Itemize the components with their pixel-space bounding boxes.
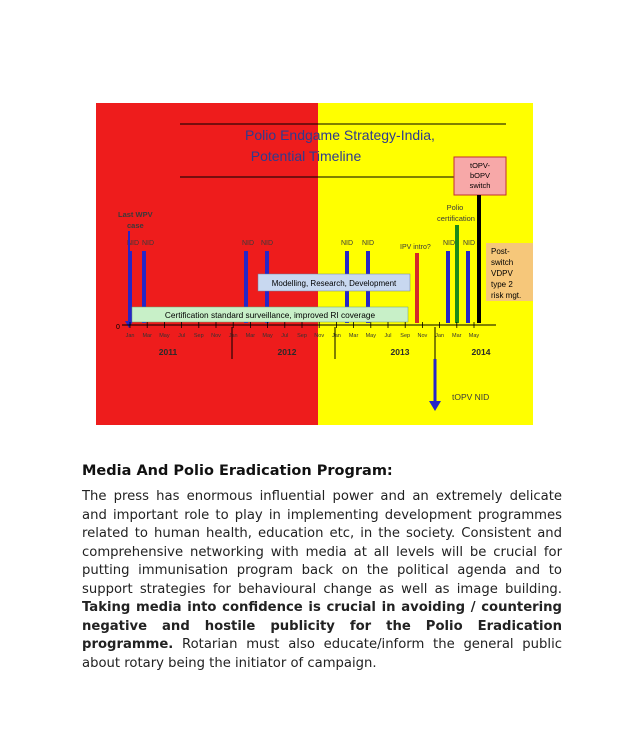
- month-label: Jan: [125, 333, 135, 339]
- switch-label-1: tOPV-: [469, 161, 491, 170]
- polio-cert-label-2: certification: [437, 214, 475, 223]
- nid-label: NID: [443, 240, 456, 247]
- switch-label-2: bOPV: [469, 171, 491, 180]
- section-heading-text: Media And Polio Eradication Program:: [82, 463, 393, 479]
- paragraph-bold-text: Taking media into confidence is crucial in avoiding / countering negative and hostile publicity for the Polio Eradication programme.: [82, 600, 562, 652]
- nid-label: NID: [142, 240, 155, 247]
- last-wpv-label: Last WPV: [118, 210, 153, 219]
- month-label: May: [262, 333, 273, 339]
- switch-label-3: switch: [469, 181, 491, 190]
- paragraph-tail-text: Rotarian must also educate/inform the general public about rotary being the initiator of campaign.: [82, 637, 562, 671]
- month-label: Mar: [245, 333, 256, 339]
- paragraph-text: The press has enormous influential power and an extremely delicate and important role to play in implementing development programmes related to human health, education etc, in the society. Consistent and comprehensive networking with media at all levels will be crucial for putting immunisation program back on the political agenda and to support strategies for behavioural change as well as image building.: [82, 489, 562, 597]
- section-paragraph: [82, 488, 562, 673]
- ipv-bar: [415, 253, 419, 323]
- nid-label: NID: [463, 240, 476, 247]
- year-label: 2011: [158, 347, 178, 357]
- month-label: Mar: [142, 333, 152, 339]
- timeline-chart: [96, 103, 533, 425]
- month-label: Nov: [417, 333, 428, 339]
- month-label: Mar: [348, 333, 359, 339]
- post-switch-label-3: VDPV: [491, 269, 513, 278]
- month-label: Jul: [384, 333, 392, 339]
- nid-label: NID: [341, 240, 354, 247]
- month-label: Jan: [331, 333, 341, 339]
- month-label: Sep: [297, 333, 307, 339]
- month-label: Nov: [314, 333, 325, 339]
- figure-title-line1: Polio Endgame Strategy-India,: [245, 127, 435, 143]
- post-switch-label-2: switch: [491, 258, 514, 267]
- month-label: Sep: [193, 333, 204, 339]
- month-label: May: [159, 333, 170, 339]
- month-label: Sep: [400, 333, 411, 339]
- post-switch-label-1: Post-: [491, 247, 510, 256]
- month-labels: [126, 333, 480, 339]
- section-heading: [82, 463, 393, 479]
- nid-label: NID: [362, 240, 375, 247]
- figure-title-line2: Potential Timeline: [250, 148, 362, 164]
- nid-label: NID: [242, 240, 255, 247]
- polio-timeline-figure: [96, 103, 533, 425]
- month-label: May: [365, 333, 376, 339]
- year-label: 2013: [390, 347, 410, 357]
- month-label: Mar: [452, 333, 462, 339]
- cert-bar: [455, 225, 459, 323]
- last-wpv-case-label: case: [127, 221, 144, 230]
- month-label: May: [468, 333, 480, 339]
- topv-nid-label: tOPV NID: [452, 392, 490, 402]
- year-label: 2014: [471, 347, 491, 357]
- month-label: Jan: [228, 333, 238, 339]
- certification-label: Certification standard surveillance, improved RI coverage: [164, 310, 376, 320]
- axis-ticks: [130, 322, 474, 328]
- post-switch-label-4: type 2: [491, 280, 513, 289]
- nid-label: NID: [261, 240, 274, 247]
- year-label: 2012: [277, 347, 297, 357]
- nid-bar: [446, 251, 450, 323]
- ipv-intro-label: IPV intro?: [400, 244, 431, 251]
- nid-bar: [466, 251, 470, 323]
- polio-cert-label-1: Polio: [446, 203, 464, 212]
- axis-zero: 0: [116, 324, 120, 331]
- month-label: Jul: [281, 333, 289, 339]
- month-label: Nov: [211, 333, 221, 339]
- nid-label: NID: [127, 240, 140, 247]
- switch-bar: [477, 195, 481, 323]
- month-label: Jul: [178, 333, 186, 339]
- month-label: Jan: [435, 333, 445, 339]
- modelling-label: Modelling, Research, Development: [271, 279, 397, 288]
- post-switch-label-5: risk mgt.: [491, 291, 522, 300]
